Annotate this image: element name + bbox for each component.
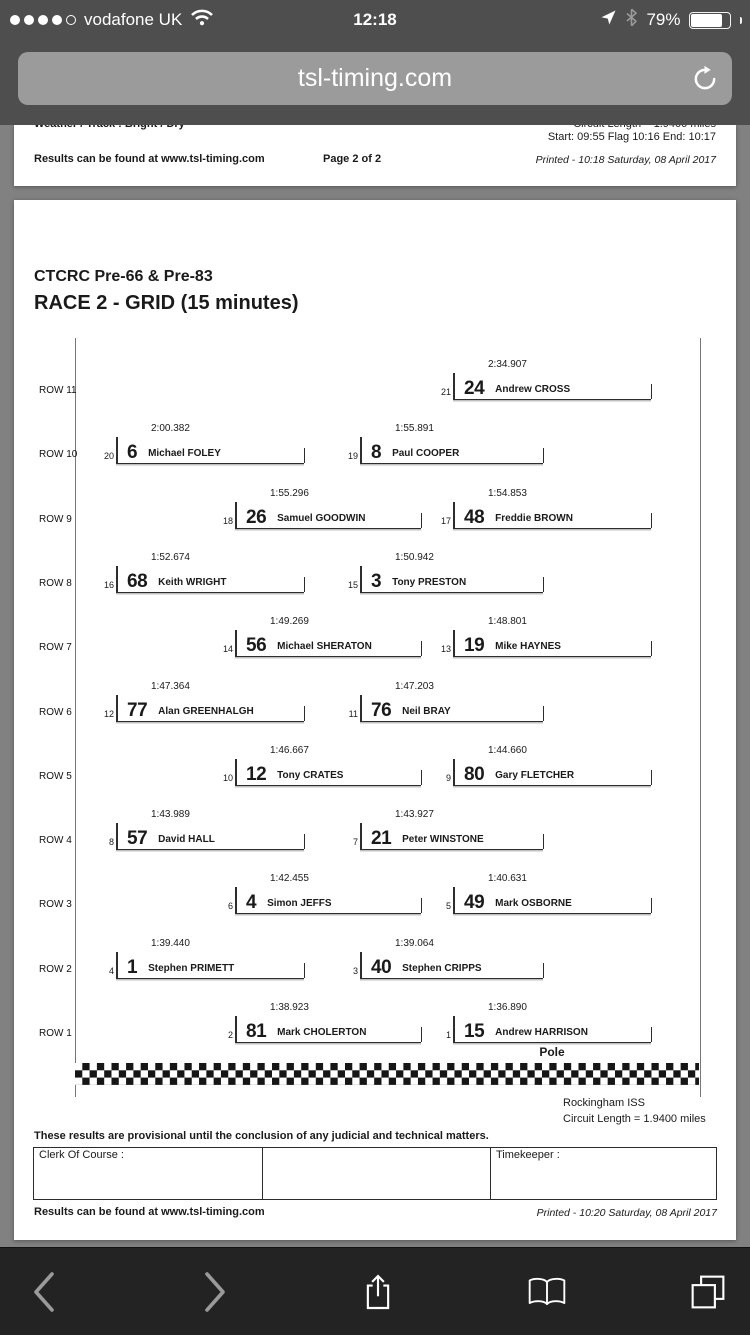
driver-name: Gary FLETCHER [495,769,575,781]
qualifying-time: 1:50.942 [395,551,434,563]
results-note: Results can be found at www.tsl-timing.com [34,153,265,165]
location-arrow-icon [600,9,617,31]
driver-name: Freddie BROWN [495,512,573,524]
car-number: 80 [464,763,485,785]
qualifying-time: 1:47.203 [395,680,434,692]
driver-name: Mark OSBORNE [495,898,572,910]
footer-results-note: Results can be found at www.tsl-timing.com [34,1206,265,1218]
grid-row-label: ROW 2 [39,963,72,975]
qualifying-time: 1:38.923 [270,1002,309,1013]
grid-slot-p1 [445,1002,651,1043]
share-button[interactable] [343,1248,413,1335]
grid-position: 11 [348,708,358,719]
driver-name: Stephen PRIMETT [148,962,235,974]
empty-cell [263,1148,491,1199]
driver-name: Michael SHERATON [277,641,372,653]
car-number: 56 [246,635,267,657]
driver-name: Tony PRESTON [392,576,467,588]
venue-label: Rockingham ISS [563,1097,645,1109]
qualifying-time: 1:55.296 [270,487,309,499]
car-number: 6 [127,442,138,464]
grid-slot-p17 [440,487,651,529]
car-number: 81 [246,1021,267,1042]
qualifying-time: 1:54.853 [488,487,527,499]
tabs-button[interactable] [673,1248,743,1335]
car-number: 68 [127,570,148,592]
grid-slot-p16 [103,551,304,593]
grid-slot-p9 [445,744,651,786]
driver-name: Samuel GOODWIN [277,512,366,524]
grid-slot-p8 [108,809,304,850]
carrier-label: vodafone UK [84,10,183,29]
clock-label: 12:18 [353,10,397,29]
grid-slot-p6 [227,873,421,914]
qualifying-time: 2:34.907 [488,359,527,370]
qualifying-time: 1:44.660 [488,744,527,756]
grid-position: 6 [227,901,233,912]
car-number: 24 [464,378,485,399]
driver-name: Simon JEFFS [267,898,332,910]
driver-name: Michael FOLEY [148,448,221,460]
bluetooth-icon [625,8,638,32]
qualifying-time: 1:40.631 [488,873,527,885]
grid-slot-p11 [348,680,543,722]
grid-slot-p10 [222,744,421,786]
clerk-of-course-cell: Clerk Of Course : [34,1148,263,1199]
driver-name: Tony CRATES [277,769,344,781]
url-text: tsl-timing.com [297,64,453,92]
qualifying-time: 1:42.455 [270,873,309,885]
address-bar[interactable] [18,52,732,105]
qualifying-time: 1:48.801 [488,616,527,628]
car-number: 12 [246,763,267,785]
qualifying-time: 1:39.064 [395,937,434,949]
grid-position: 21 [440,387,451,397]
car-number: 4 [246,892,257,914]
grid-position: 15 [347,579,358,590]
car-number: 40 [371,956,392,978]
qualifying-time: 1:46.667 [270,744,309,756]
pole-label: Pole [539,1045,565,1059]
grid-slot-p21 [440,359,651,400]
grid-row-label: ROW 1 [39,1028,72,1039]
grid-position: 13 [440,644,451,655]
qualifying-time: 1:55.891 [395,423,434,435]
grid-slot-p19 [347,423,543,464]
grid-slot-p13 [440,616,651,657]
bookmarks-button[interactable] [512,1248,582,1335]
qualifying-time: 1:39.440 [151,937,190,949]
car-number: 1 [127,956,138,978]
driver-name: Andrew HARRISON [495,1027,588,1038]
grid-position: 19 [347,451,358,462]
back-button[interactable] [9,1248,79,1335]
grid-slot-p2 [227,1002,421,1043]
reload-button[interactable] [690,64,720,94]
grid-position: 7 [352,837,358,848]
car-number: 76 [371,699,392,721]
grid-slot-p7 [352,809,543,850]
grid-position: 3 [352,965,358,976]
qualifying-time: 1:47.364 [151,680,190,692]
driver-name: Stephen CRIPPS [402,962,482,974]
grid-row-label: ROW 9 [39,513,72,525]
circuit-length-label: Circuit Length = 1.9400 miles [563,1113,706,1125]
battery-icon [689,12,731,29]
document-page-grid [14,200,736,1240]
car-number: 21 [371,828,392,850]
qualifying-time: 1:43.989 [151,809,190,821]
car-number: 49 [464,892,485,914]
grid-row-label: ROW 4 [39,835,72,847]
driver-name: David HALL [158,834,215,846]
officials-signature-box [33,1147,717,1200]
grid-position: 12 [103,708,114,719]
status-right [600,0,742,40]
driver-name: Mark CHOLERTON [277,1027,367,1038]
grid-row-label: ROW 7 [39,642,72,654]
document-page-header [14,125,736,186]
grid-slot-p20 [103,423,304,464]
car-number: 26 [246,506,267,528]
car-number: 15 [464,1021,485,1042]
series-title: CTCRC Pre-66 & Pre-83 [34,268,213,285]
qualifying-time: 2:00.382 [151,423,190,435]
driver-name: Mike HAYNES [495,641,561,653]
race-title: RACE 2 - GRID (15 minutes) [34,292,299,314]
grid-position: 4 [108,965,114,976]
grid-slot-p18 [222,487,421,529]
grid-slot-p15 [347,551,543,593]
car-number: 19 [464,635,485,657]
page-number: Page 2 of 2 [323,153,382,165]
browser-toolbar [0,1247,750,1335]
grid-row-label: ROW 5 [39,770,72,782]
grid-position: 17 [440,515,451,526]
driver-name: Neil BRAY [402,705,451,717]
driver-name: Peter WINSTONE [402,834,484,846]
grid-row-label: ROW 6 [39,706,72,718]
grid-row-label: ROW 11 [39,385,77,396]
browser-top-chrome [0,0,750,125]
session-times: Start: 09:55 Flag 10:16 End: 10:17 [547,131,716,143]
checkered-flag-strip [75,1063,699,1085]
footer-printed-timestamp: Printed - 10:20 Saturday, 08 April 2017 [536,1207,717,1219]
car-number: 3 [371,570,382,592]
car-number: 77 [127,699,148,721]
qualifying-time: 1:52.674 [151,551,190,563]
qualifying-time: 1:49.269 [270,616,309,628]
driver-name: Andrew CROSS [495,384,571,395]
battery-tip [740,17,743,24]
grid-position: 16 [103,579,114,590]
grid-slot-p4 [108,937,304,979]
driver-name: Paul COOPER [392,448,460,460]
grid-slot-p5 [445,873,651,914]
driver-name: Keith WRIGHT [158,576,227,588]
grid-position: 14 [222,644,233,655]
grid-position: 5 [445,901,451,912]
qualifying-time: 1:43.927 [395,809,434,821]
grid-row-label: ROW 3 [39,899,72,911]
driver-name: Alan GREENHALGH [158,705,254,717]
car-number: 48 [464,506,485,528]
grid-position: 8 [108,837,114,848]
grid-slot-p12 [103,680,304,722]
grid-position: 20 [103,451,114,462]
qualifying-time: 1:36.890 [488,1002,527,1013]
grid-area [14,338,736,1097]
grid-position: 10 [222,772,233,783]
grid-slot-p14 [222,616,421,657]
printed-timestamp: Printed - 10:18 Saturday, 08 April 2017 [535,154,716,166]
timekeeper-cell: Timekeeper : [496,1149,560,1161]
forward-button[interactable] [180,1248,250,1335]
car-number: 8 [371,442,382,464]
status-bar [0,0,750,40]
grid-row-label: ROW 8 [39,577,72,589]
battery-percent-label: 79% [646,10,681,29]
grid-position: 9 [445,772,451,783]
provisional-note: These results are provisional until the conclusion of any judicial and technical matters. [34,1130,489,1142]
grid-slot-p3 [352,937,543,979]
grid-position: 2 [227,1030,233,1040]
car-number: 57 [127,828,148,850]
grid-position: 1 [445,1030,451,1040]
grid-position: 18 [222,515,233,526]
grid-row-label: ROW 10 [39,449,78,461]
